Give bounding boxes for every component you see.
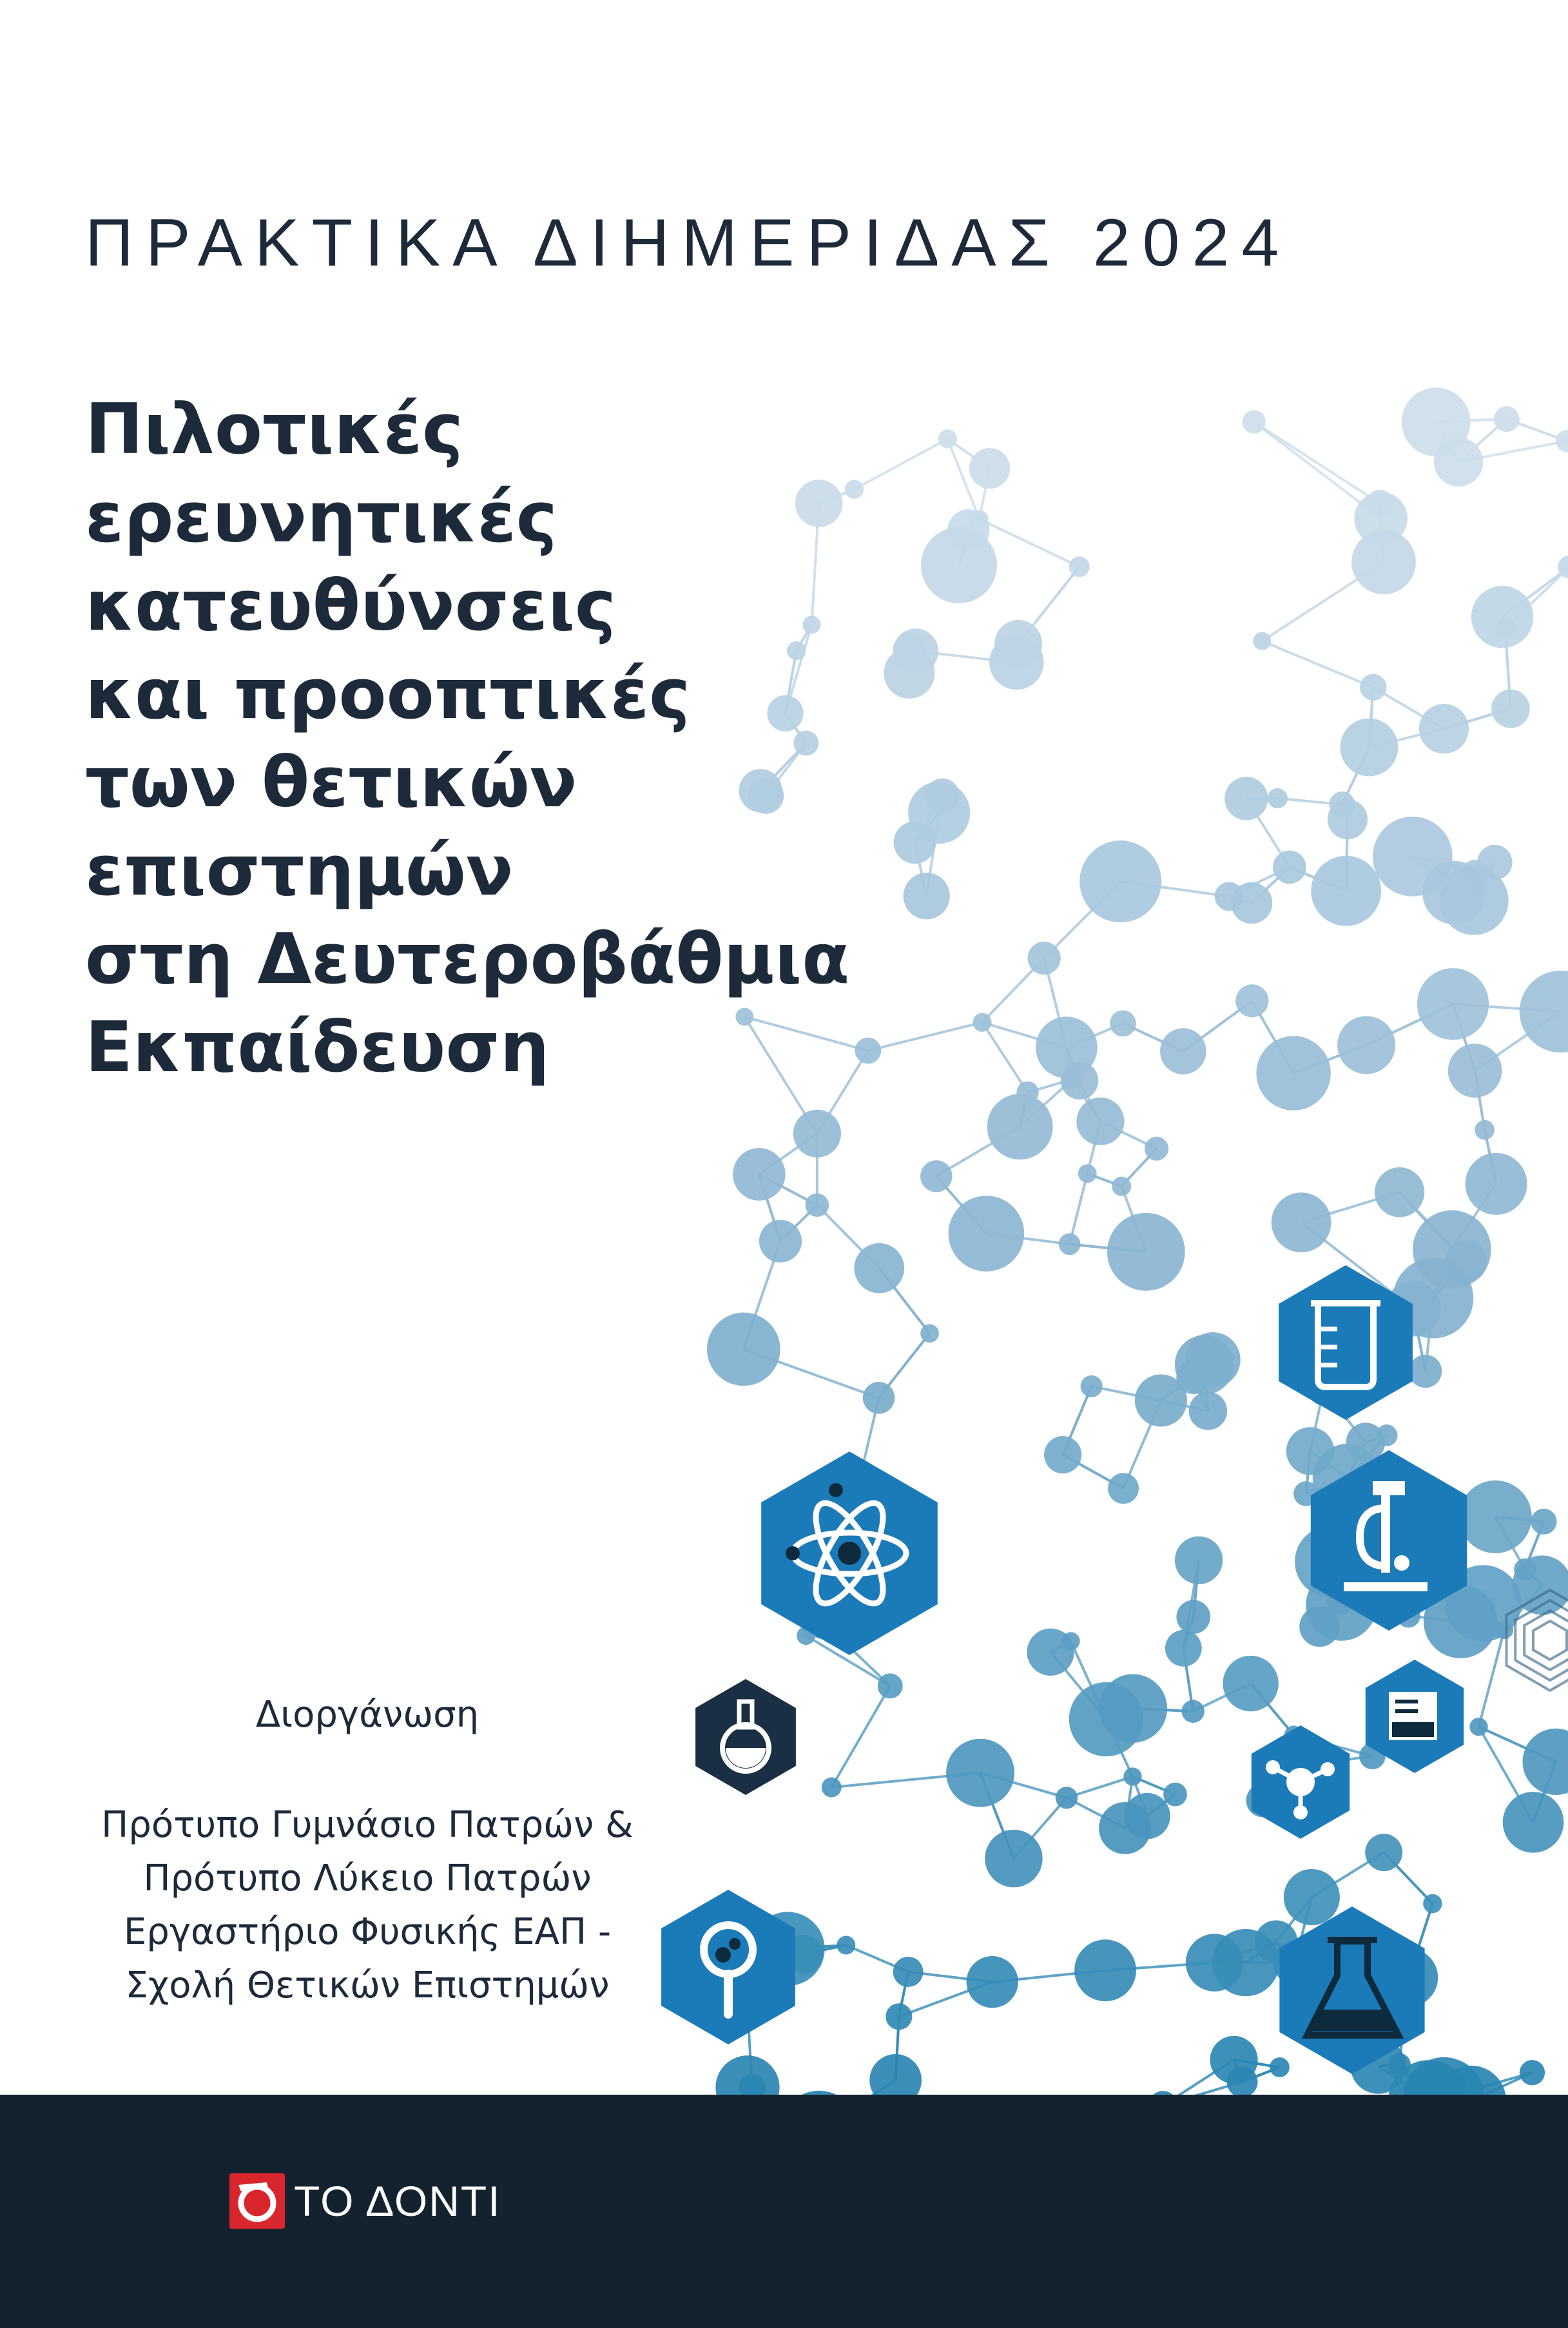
- title-line: επιστημών: [85, 831, 514, 911]
- title-line: των θετικών: [85, 742, 577, 823]
- publisher-name: ΤΟ ΔΟΝΤΙ: [294, 2177, 501, 2225]
- publisher-logo: [229, 2172, 501, 2230]
- molecule-icon: [1252, 1725, 1350, 1839]
- organizer-line: Εργαστήριο Φυσικής ΕΑΠ -: [123, 1911, 612, 1953]
- supertitle: ΠΡΑΚΤΙΚΑ ΔΙΗΜΕΡΙΔΑΣ 2024: [85, 206, 1292, 280]
- atom-icon: [761, 1451, 938, 1655]
- organizer-line: Πρότυπο Λύκειο Πατρών: [143, 1858, 592, 1899]
- book-title: [85, 385, 891, 1092]
- magnifier-icon: [661, 1890, 795, 2044]
- organizer-line: Σχολή Θετικών Επιστημών: [125, 1964, 610, 2006]
- organizer-line: Πρότυπο Γυμνάσιο Πατρών &: [101, 1804, 634, 1846]
- organizer-label: Διοργάνωση: [255, 1694, 479, 1736]
- publisher-logo-icon: [229, 2173, 285, 2229]
- beaker-icon: [1279, 1265, 1413, 1420]
- title-line: Εκπαίδευση: [85, 1007, 550, 1088]
- flask-icon: [695, 1679, 796, 1795]
- title-line: Πιλοτικές: [85, 389, 463, 470]
- title-line: και προοπτικές: [85, 654, 691, 735]
- organizer-list: [85, 1798, 650, 2012]
- title-line: ερευνητικές: [85, 478, 557, 558]
- title-line: κατευθύνσεις: [85, 566, 616, 646]
- title-line: στη Δευτεροβάθμια: [85, 919, 850, 1000]
- erlenmeyer-flask-icon: [1279, 1906, 1424, 2074]
